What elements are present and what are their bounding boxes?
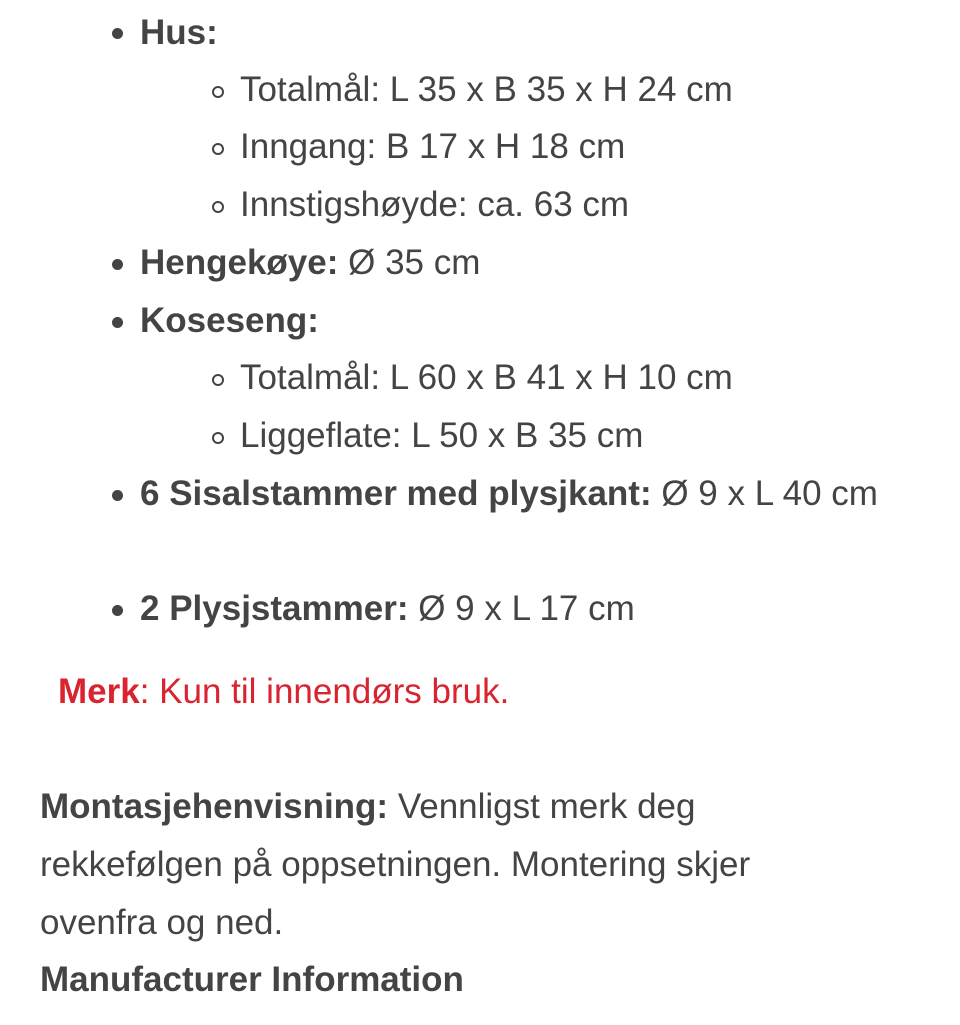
circle-bullet-icon [212,201,224,213]
circle-bullet-icon [212,86,224,98]
note-text: : Kun til innendørs bruk. [139,672,510,711]
circle-bullet-icon [212,374,224,386]
assembly-label: Montasjehenvisning: [40,787,389,826]
note-label: Merk [58,672,140,711]
bullet-icon [112,28,123,39]
spec-value: Ø 9 x L 17 cm [408,589,635,628]
spec-label-hus: Hus: [140,13,218,52]
spec-label: Hengekøye: [140,243,339,282]
manufacturer-heading: Manufacturer Information [40,960,464,999]
circle-bullet-icon [212,432,224,444]
spec-label-koseseng: Koseseng: [140,301,319,340]
bullet-icon [112,605,123,616]
assembly-line-2: rekkefølgen på oppsetningen. Montering skjer [40,845,751,884]
bullet-icon [112,490,123,501]
spec-value: Ø 35 cm [338,243,481,282]
bullet-icon [112,317,123,328]
circle-bullet-icon [212,143,224,155]
spec-sub-item: Liggeflate: L 50 x B 35 cm [240,416,644,455]
indoor-use-note [58,672,509,712]
spec-sub-item: Inngang: B 17 x H 18 cm [240,127,626,166]
spec-sub-item: Innstigshøyde: ca. 63 cm [240,185,630,224]
spec-sub-item: Totalmål: L 60 x B 41 x H 10 cm [240,358,733,397]
spec-label: 6 Sisalstammer med plysjkant: [140,474,652,513]
spec-item-hengekoye [140,243,480,283]
spec-item-sisal [140,474,878,514]
bullet-icon [112,259,123,270]
assembly-line-3: ovenfra og ned. [40,903,284,942]
spec-label: 2 Plysjstammer: [140,589,409,628]
spec-item-plysj [140,589,635,629]
spec-value: Ø 9 x L 40 cm [651,474,878,513]
spec-sub-item: Totalmål: L 35 x B 35 x H 24 cm [240,70,733,109]
assembly-line-1 [40,787,696,827]
assembly-text: Vennligst merk deg [388,787,696,826]
